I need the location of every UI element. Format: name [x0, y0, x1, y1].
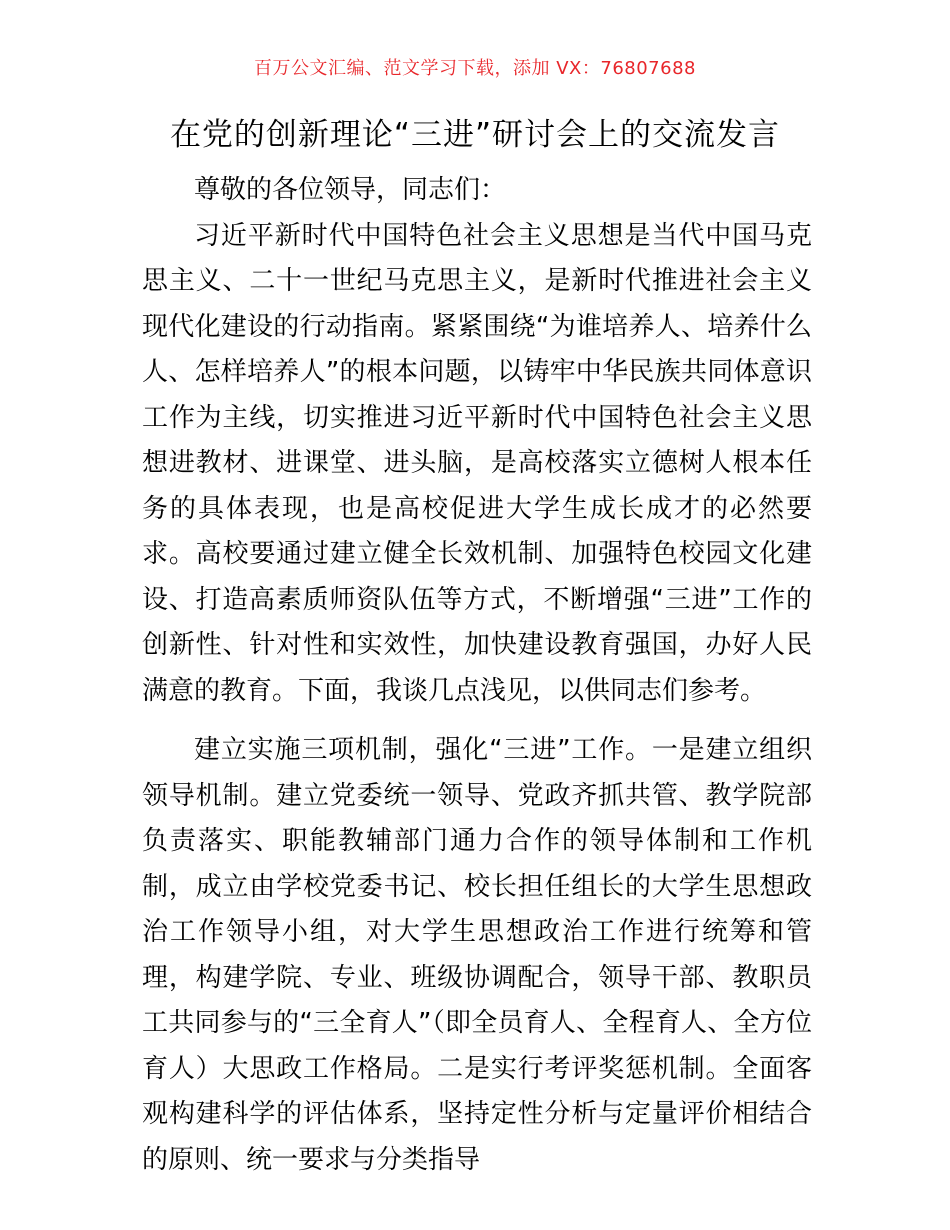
document-title: 在党的创新理论“三进”研讨会上的交流发言 [169, 117, 781, 153]
paragraph-mechanisms: 建立实施三项机制，强化“三进”工作。一是建立组织领导机制。建立党委统一领导、党政齐抓共管、教学院部负责落实、职能教辅部门通力合作的领导体制和工作机制，成立由学校党委书记、校长担任组长的大学生思想政治工作领导小组，对大学生思想政治工作进行统筹和管理，构建学院、专业、班级协调配合，领导干部、教职员工共同参与的“三全育人”（即全员育人、全程育人、全方位育人）大思政工作格局。二是实行考评奖惩机制。全面客观构建科学的评估体系，坚持定性分析与定量评价相结合的原则、统一要求与分类指导 [142, 735, 812, 1175]
watermark-banner: 百万公文汇编、范文学习下载，添加 VX：76807688 [254, 58, 696, 79]
salutation: 尊敬的各位领导，同志们： [194, 175, 507, 205]
paragraph-intro: 习近平新时代中国特色社会主义思想是当代中国马克思主义、二十一世纪马克思主义，是新时代推进社会主义现代化建设的行动指南。紧紧围绕“为谁培养人、培养什么人、怎样培养人”的根本问题，以铸牢中华民族共同体意识工作为主线，切实推进习近平新时代中国特色社会主义思想进教材、进课堂、进头脑，是高校落实立德树人根本任务的具体表现，也是高校促进大学生成长成才的必然要求。高校要通过建立健全长效机制、加强特色校园文化建设、打造高素质师资队伍等方式，不断增强“三进”工作的创新性、针对性和实效性，加快建设教育强国，办好人民满意的教育。下面，我谈几点浅见，以供同志们参考。 [142, 220, 812, 706]
document-body [142, 168, 812, 1183]
